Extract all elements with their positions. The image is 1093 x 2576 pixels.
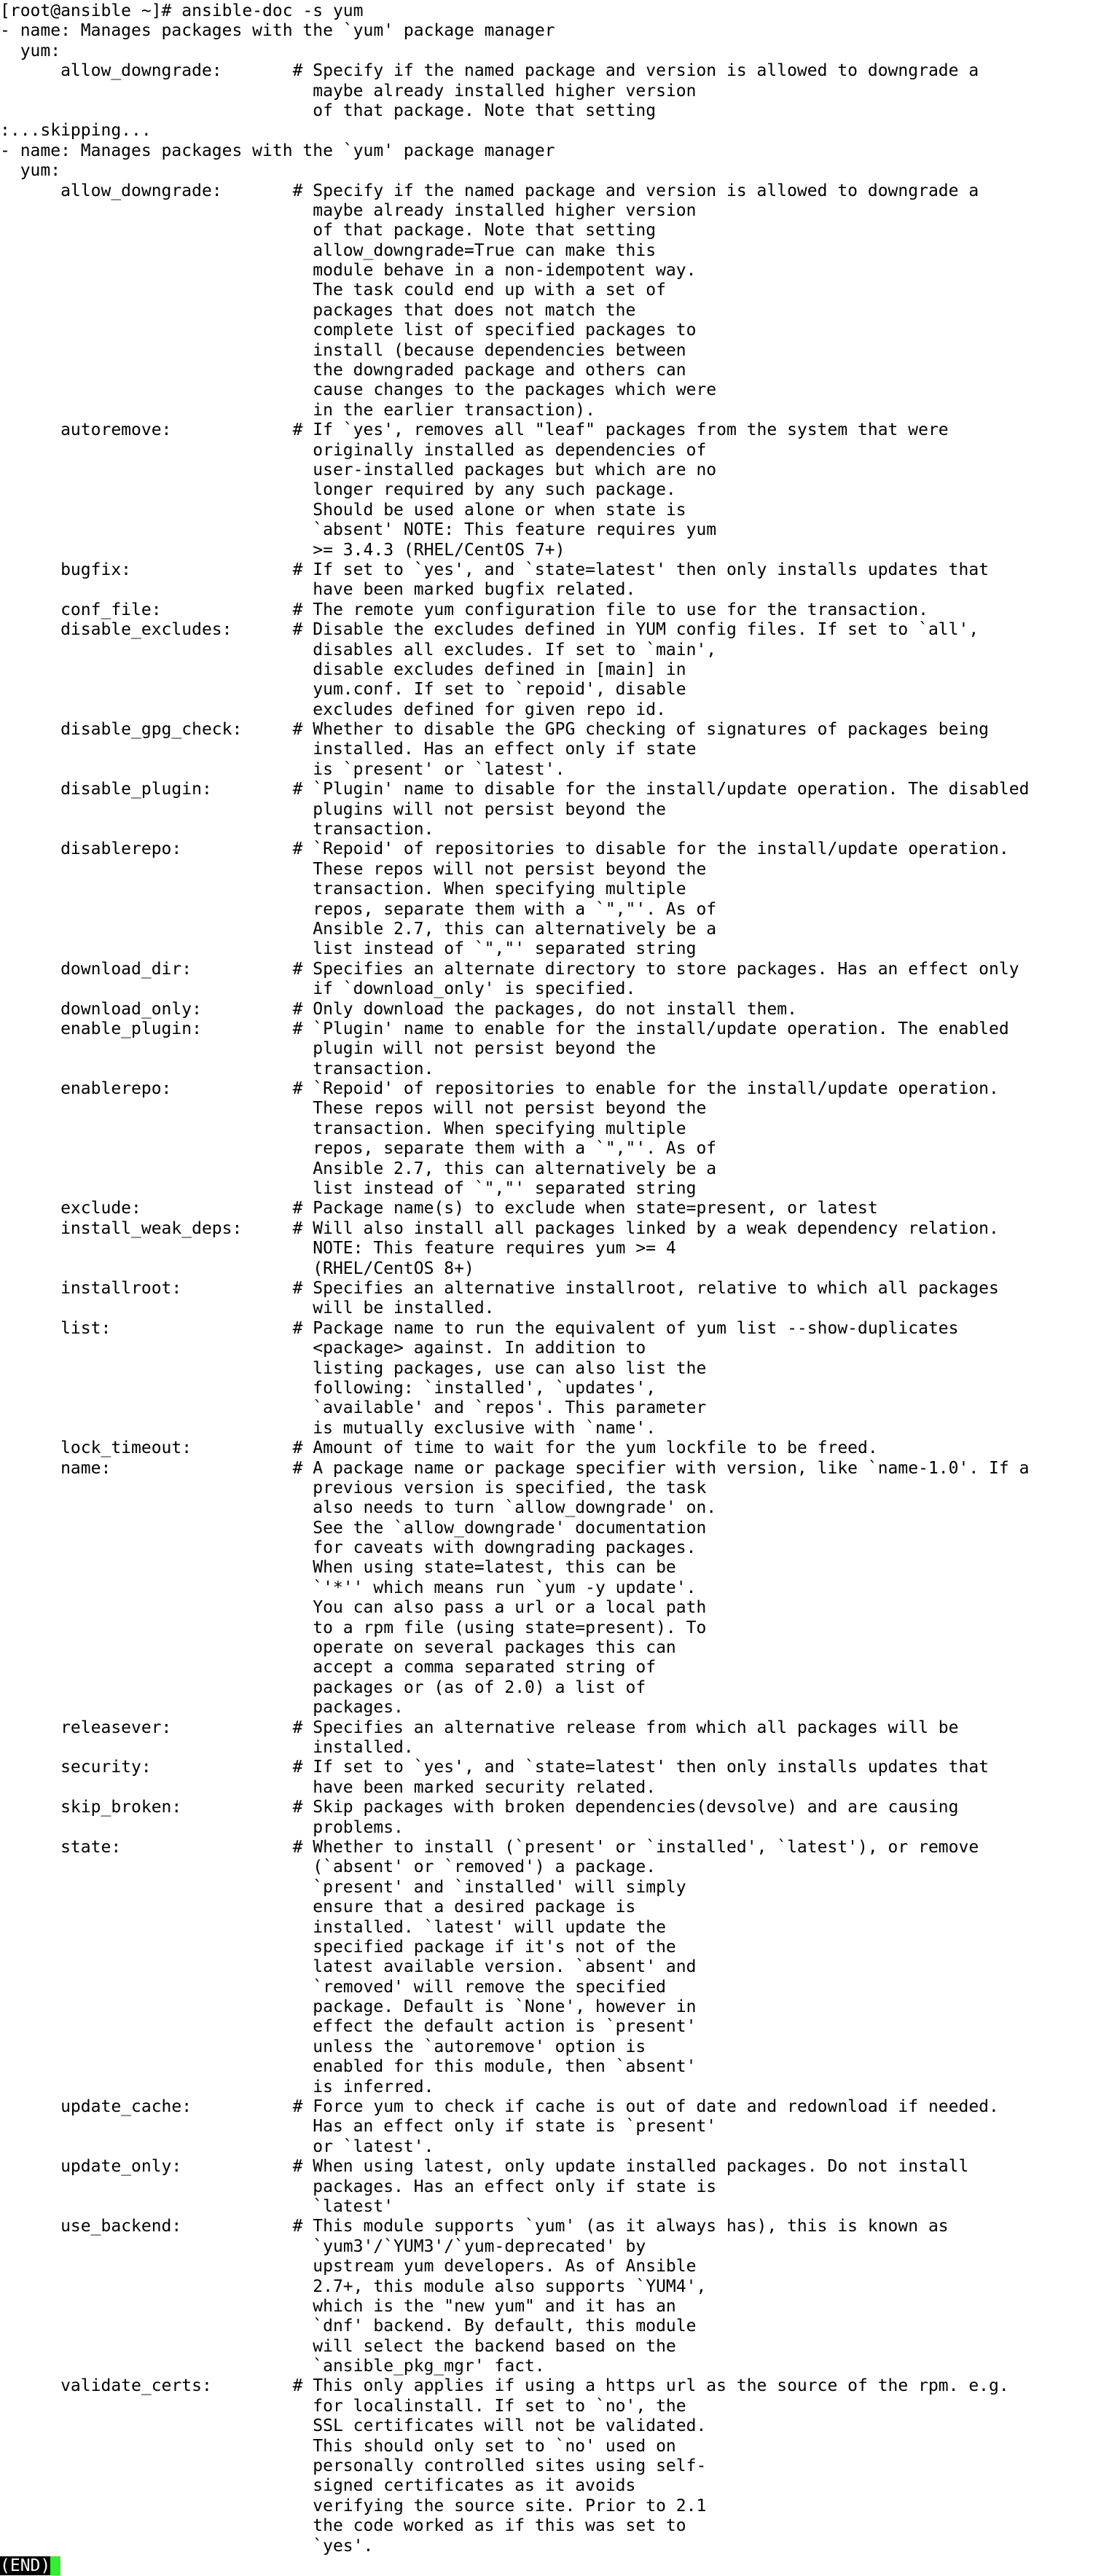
terminal-line: You can also pass a url or a local path: [0, 1598, 707, 1618]
terminal-line: verifying the source site. Prior to 2.1: [0, 2496, 707, 2516]
terminal-line: install_weak_deps: # Will also install all packages linked by a weak dependency relation.: [0, 1218, 999, 1238]
terminal-line: disable_gpg_check: # Whether to disable the GPG checking of signatures of packages being: [0, 720, 990, 740]
terminal-line: packages that does not match the: [0, 300, 636, 320]
terminal-line: list: # Package name to run the equivalent of yum list --show-duplicates: [0, 1318, 959, 1338]
terminal-line: problems.: [0, 1817, 404, 1837]
terminal-line: `absent' NOTE: This feature requires yum: [0, 520, 717, 540]
terminal-line: enable_plugin: # `Plugin' name to enable for the install/update operation. The enabled: [0, 1019, 1009, 1038]
terminal-line: state: # Whether to install (`present' or `installed', `latest'), or remove: [0, 1837, 979, 1857]
terminal-line: package. Default is `None', however in: [0, 1997, 697, 2017]
terminal-line: >= 3.4.3 (RHEL/CentOS 7+): [0, 540, 565, 560]
terminal-line: packages.: [0, 1698, 404, 1718]
terminal-line: When using state=latest, this can be: [0, 1558, 676, 1578]
terminal-line: the downgraded package and others can: [0, 361, 686, 380]
terminal-line: which is the "new yum" and it has an: [0, 2296, 676, 2316]
terminal-line: installed. Has an effect only if state: [0, 740, 697, 759]
terminal-line: or `latest'.: [0, 2137, 434, 2156]
terminal-line: <package> against. In addition to: [0, 1339, 646, 1358]
terminal-line: enabled for this module, then `absent': [0, 2057, 697, 2077]
terminal-line: `latest': [0, 2196, 394, 2216]
terminal-line: disable_excludes: # Disable the excludes defined in YUM config files. If set to `all',: [0, 620, 979, 640]
terminal-line: installed.: [0, 1737, 414, 1757]
terminal-line: (`absent' or `removed') a package.: [0, 1857, 657, 1877]
terminal-line: packages. Has an effect only if state is: [0, 2177, 717, 2196]
terminal-line: in the earlier transaction).: [0, 400, 595, 420]
terminal-line: 2.7+, this module also supports `YUM4',: [0, 2276, 707, 2296]
terminal-line: Ansible 2.7, this can alternatively be a: [0, 919, 717, 939]
pager-status-line: [0, 2556, 1093, 2576]
terminal-line: exclude: # Package name(s) to exclude when state=present, or latest: [0, 1199, 878, 1218]
terminal-line: `present' and `installed' will simply: [0, 1877, 686, 1897]
terminal-line: `ansible_pkg_mgr' fact.: [0, 2357, 545, 2376]
terminal-line: packages or (as of 2.0) a list of: [0, 1677, 646, 1697]
terminal-line: have been marked security related.: [0, 1777, 657, 1797]
terminal-line: yum:: [0, 161, 61, 181]
terminal-line: lock_timeout: # Amount of time to wait for the yum lockfile to be freed.: [0, 1438, 878, 1458]
terminal-line: for localinstall. If set to `no', the: [0, 2396, 686, 2416]
terminal-line: download_dir: # Specifies an alternate directory to store packages. Has an effect only: [0, 959, 1019, 979]
terminal-line: SSL certificates will not be validated.: [0, 2416, 707, 2436]
terminal-line: skip_broken: # Skip packages with broken dependencies(devsolve) and are causing: [0, 1798, 959, 1817]
terminal-line: excludes defined for given repo id.: [0, 700, 666, 719]
terminal-line: These repos will not persist beyond the: [0, 1099, 707, 1119]
terminal-line: :...skipping...: [0, 121, 152, 141]
terminal-line: `available' and `repos'. This parameter: [0, 1398, 707, 1418]
terminal-line: enablerepo: # `Repoid' of repositories to enable for the install/update operation.: [0, 1079, 999, 1099]
terminal-line: autoremove: # If `yes', removes all "leaf" packages from the system that were: [0, 420, 949, 440]
terminal-line: disable excludes defined in [main] in: [0, 659, 686, 679]
terminal-line: ensure that a desired package is: [0, 1898, 636, 1917]
terminal-line: `dnf' backend. By default, this module: [0, 2317, 697, 2336]
terminal-line: have been marked bugfix related.: [0, 580, 636, 600]
terminal-line: previous version is specified, the task: [0, 1478, 707, 1498]
terminal-line: These repos will not persist beyond the: [0, 859, 707, 879]
terminal-line: plugin will not persist beyond the: [0, 1039, 657, 1059]
terminal-line: - name: Manages packages with the `yum' package manager: [0, 21, 555, 41]
terminal-line: disable_plugin: # `Plugin' name to disable for the install/update operation. The disabled: [0, 780, 1030, 799]
terminal-line: bugfix: # If set to `yes', and `state=latest' then only installs updates that: [0, 560, 990, 579]
terminal-line: repos, separate them with a `","'. As of: [0, 899, 717, 919]
terminal-line: transaction. When specifying multiple: [0, 1119, 686, 1138]
terminal-line: use_backend: # This module supports `yum' (as it always has), this is known as: [0, 2217, 949, 2236]
terminal-line: Has an effect only if state is `present': [0, 2117, 717, 2137]
terminal-line: yum.conf. If set to `repoid', disable: [0, 680, 686, 700]
terminal-line: unless the `autoremove' option is: [0, 2037, 646, 2056]
terminal-line: if `download_only' is specified.: [0, 979, 636, 999]
terminal-line: will select the backend based on the: [0, 2336, 676, 2356]
terminal-line: maybe already installed higher version: [0, 200, 697, 220]
terminal-line: security: # If set to `yes', and `state=latest' then only installs updates that: [0, 1758, 990, 1777]
terminal-line: is mutually exclusive with `name'.: [0, 1418, 657, 1438]
terminal-line: complete list of specified packages to: [0, 321, 697, 340]
pager-end-marker: (END): [0, 2556, 51, 2575]
terminal-line: transaction.: [0, 1059, 434, 1078]
terminal-line: `yes'.: [0, 2536, 374, 2556]
terminal-line: personally controlled sites using self-: [0, 2456, 707, 2476]
terminal-line: listing packages, use can also list the: [0, 1358, 707, 1378]
terminal-line: update_only: # When using latest, only update installed packages. Do not install: [0, 2157, 969, 2177]
terminal-line: disables all excludes. If set to `main',: [0, 640, 717, 659]
terminal-line: signed certificates as it avoids: [0, 2476, 636, 2496]
terminal-line: [root@ansible ~]# ansible-doc -s yum: [0, 1, 364, 20]
terminal-line: following: `installed', `updates',: [0, 1378, 657, 1398]
terminal-line: `yum3'/`YUM3'/`yum-deprecated' by: [0, 2236, 646, 2256]
terminal-line: of that package. Note that setting: [0, 221, 657, 240]
terminal-line: install (because dependencies between: [0, 340, 686, 360]
terminal-line: is `present' or `latest'.: [0, 759, 565, 779]
terminal-line: name: # A package name or package specifier with version, like `name-1.0'. If a: [0, 1458, 1030, 1478]
terminal-line: accept a comma separated string of: [0, 1658, 657, 1677]
terminal-line: `removed' will remove the specified: [0, 1977, 666, 1997]
terminal-line: yum:: [0, 41, 61, 60]
terminal-line: operate on several packages this can: [0, 1638, 676, 1658]
terminal-line: releasever: # Specifies an alternative release from which all packages will be: [0, 1718, 959, 1737]
terminal-line: plugins will not persist beyond the: [0, 799, 666, 819]
terminal-line: NOTE: This feature requires yum >= 4: [0, 1239, 676, 1258]
terminal-output[interactable]: [0, 1, 1093, 2575]
terminal-line: download_only: # Only download the packages, do not install them.: [0, 999, 797, 1019]
terminal-line: of that package. Note that setting: [0, 101, 657, 120]
terminal-line: latest available version. `absent' and: [0, 1957, 697, 1977]
terminal-line: cause changes to the packages which were: [0, 380, 717, 400]
terminal-cursor: [50, 2556, 60, 2575]
terminal-line: installed. `latest' will update the: [0, 1917, 666, 1937]
terminal-line: Ansible 2.7, this can alternatively be a: [0, 1159, 717, 1178]
terminal-line: list instead of `","' separated string: [0, 1179, 697, 1199]
terminal-line: is inferred.: [0, 2077, 434, 2097]
terminal-line: allow_downgrade=True can make this: [0, 240, 657, 260]
terminal-line: installroot: # Specifies an alternative installroot, relative to which all packages: [0, 1279, 999, 1298]
terminal-line: to a rpm file (using state=present). To: [0, 1618, 707, 1637]
terminal-line: maybe already installed higher version: [0, 81, 697, 101]
terminal-line: effect the default action is `present': [0, 2017, 697, 2037]
terminal-line: allow_downgrade: # Specify if the named package and version is allowed to downgrade a: [0, 181, 979, 200]
terminal-line: upstream yum developers. As of Ansible: [0, 2257, 697, 2276]
terminal-line: This should only set to `no' used on: [0, 2436, 676, 2456]
terminal-line: originally installed as dependencies of: [0, 440, 707, 460]
terminal-line: list instead of `","' separated string: [0, 939, 697, 959]
terminal-line: user-installed packages but which are no: [0, 460, 717, 479]
terminal-line: update_cache: # Force yum to check if cache is out of date and redownload if needed.: [0, 2097, 999, 2117]
terminal-line: transaction.: [0, 820, 434, 839]
terminal-line: repos, separate them with a `","'. As of: [0, 1139, 717, 1159]
terminal-line: also needs to turn `allow_downgrade' on.: [0, 1498, 717, 1518]
terminal-line: longer required by any such package.: [0, 480, 676, 500]
terminal-line: will be installed.: [0, 1299, 495, 1318]
terminal-line: transaction. When specifying multiple: [0, 880, 686, 899]
terminal-line: for caveats with downgrading packages.: [0, 1538, 697, 1558]
terminal-line: the code worked as if this was set to: [0, 2516, 686, 2536]
terminal-line: specified package if it's not of the: [0, 1937, 676, 1957]
terminal-line: `'*'' which means run `yum -y update'.: [0, 1578, 697, 1597]
terminal-line: disablerepo: # `Repoid' of repositories to disable for the install/update operation.: [0, 839, 1009, 859]
terminal-line: module behave in a non-idempotent way.: [0, 261, 697, 281]
terminal-line: allow_downgrade: # Specify if the named package and version is allowed to downgrade a: [0, 61, 979, 81]
terminal-line: validate_certs: # This only applies if using a https url as the source of the rpm. e.g.: [0, 2376, 1009, 2396]
terminal-line: The task could end up with a set of: [0, 281, 666, 300]
terminal-line: (RHEL/CentOS 8+): [0, 1258, 474, 1278]
terminal-line: conf_file: # The remote yum configuration file to use for the transaction.: [0, 600, 928, 619]
terminal-line: See the `allow_downgrade' documentation: [0, 1518, 707, 1538]
terminal-line: - name: Manages packages with the `yum' package manager: [0, 141, 555, 160]
terminal-lines: [0, 1, 1093, 2556]
terminal-line: Should be used alone or when state is: [0, 500, 686, 520]
